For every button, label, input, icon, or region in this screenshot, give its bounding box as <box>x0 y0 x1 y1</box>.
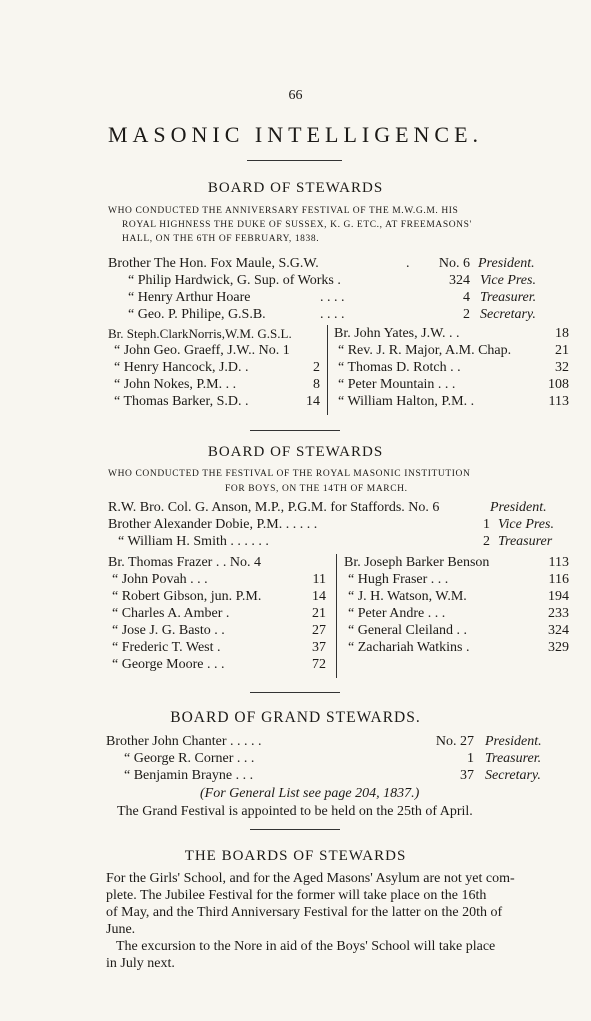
steward-name: “ Peter Mountain . . . <box>338 377 456 392</box>
steward-name: “ Jose J. G. Basto . . <box>112 623 225 638</box>
steward-name: Br. John Yates, J.W. . . <box>334 326 460 341</box>
officer-role: President. <box>490 500 547 515</box>
lodge-number: 2 <box>483 534 490 549</box>
officer-role: President. <box>485 734 542 749</box>
officer-name: “ Philip Hardwick, G. Sup. of Works . <box>128 273 341 288</box>
officer-name: “ Benjamin Brayne . . . <box>124 768 254 783</box>
steward-name: Br. Joseph Barker Benson <box>344 555 490 570</box>
steward-name: “ General Cleiland . . <box>348 623 467 638</box>
lodge-number: 113 <box>548 394 569 409</box>
section-subheading-line: HALL, ON THE 6TH OF FEBRUARY, 1838. <box>122 234 320 244</box>
section-subheading-line: ROYAL HIGHNESS THE DUKE OF SUSSEX, K. G. ETC., AT FREEMASONS' <box>122 220 472 230</box>
officer-name: Brother Alexander Dobie, P.M. . . . . . <box>108 517 318 532</box>
lodge-number: 27 <box>312 623 326 638</box>
leader-dots: . <box>406 256 410 271</box>
steward-name: “ John Geo. Graeff, J.W.. No. 1 <box>114 343 290 358</box>
steward-name: Br. Steph.ClarkNorris,W.M. G.S.L. <box>108 326 292 341</box>
steward-name: “ Henry Hancock, J.D. . <box>114 360 249 375</box>
lodge-number: 8 <box>313 377 320 392</box>
steward-name: “ Frederic T. West . <box>112 640 221 655</box>
paragraph-line: in July next. <box>106 956 175 971</box>
reference-note: (For General List see page 204, 1837.) <box>200 786 420 801</box>
lodge-number: 18 <box>555 326 569 341</box>
leader-dots: . . . . <box>320 307 345 322</box>
divider <box>250 430 340 431</box>
steward-name: “ William Halton, P.M. . <box>338 394 475 409</box>
officer-role: Vice Pres. <box>480 273 536 288</box>
steward-name: “ John Povah . . . <box>112 572 208 587</box>
page-title: MASONIC INTELLIGENCE. <box>107 122 484 147</box>
paragraph-line: The excursion to the Nore in aid of the Boys' School will take place <box>116 939 496 954</box>
lodge-number: 37 <box>312 640 326 655</box>
divider <box>250 692 340 693</box>
steward-name: “ Rev. J. R. Major, A.M. Chap. <box>338 343 512 358</box>
officer-name: “ George R. Corner . . . <box>124 751 255 766</box>
lodge-number: 324 <box>548 623 569 638</box>
officer-name: “ Henry Arthur Hoare <box>128 290 251 305</box>
steward-name: “ Thomas D. Rotch . . <box>338 360 461 375</box>
lodge-number: 2 <box>313 360 320 375</box>
steward-name: “ George Moore . . . <box>112 657 225 672</box>
lodge-number: No. 6 <box>438 256 470 271</box>
lodge-number: 11 <box>312 572 326 587</box>
lodge-number: 21 <box>555 343 569 358</box>
section-subheading-line: WHO CONDUCTED THE FESTIVAL OF THE ROYAL MASONIC INSTITUTION <box>108 469 471 479</box>
lodge-number: 233 <box>548 606 569 621</box>
steward-name: “ Hugh Fraser . . . <box>348 572 449 587</box>
lodge-number: 14 <box>312 589 326 604</box>
lodge-number: 4 <box>463 290 470 305</box>
paragraph-line: plete. The Jubilee Festival for the former will take place on the 16th <box>106 888 487 903</box>
page-number: 66 <box>288 88 303 103</box>
paragraph-line: June. <box>106 922 136 937</box>
lodge-number: No. 27 <box>435 734 474 749</box>
section-heading-1: BOARD OF STEWARDS <box>207 180 384 196</box>
steward-name: “ Charles A. Amber . <box>112 606 230 621</box>
steward-name: “ Zachariah Watkins . <box>348 640 470 655</box>
steward-name: “ J. H. Watson, W.M. <box>348 589 467 604</box>
lodge-number: 37 <box>460 768 474 783</box>
officer-role: Treasurer <box>498 534 553 549</box>
steward-name: Br. Thomas Frazer . . No. 4 <box>108 555 261 570</box>
paragraph-line: of May, and the Third Anniversary Festival for the latter on the 20th of <box>106 905 503 920</box>
section-heading-3: BOARD OF GRAND STEWARDS. <box>170 709 421 726</box>
divider <box>250 829 340 830</box>
festival-notice: The Grand Festival is appointed to be held on the 25th of April. <box>117 804 473 819</box>
lodge-number: 21 <box>312 606 326 621</box>
section-heading-4: THE BOARDS OF STEWARDS <box>184 848 407 864</box>
lodge-number: 108 <box>548 377 569 392</box>
lodge-number: 72 <box>312 657 326 672</box>
lodge-number: 1 <box>483 517 490 532</box>
steward-name: “ Robert Gibson, jun. P.M. <box>112 589 262 604</box>
officer-role: President. <box>478 256 535 271</box>
lodge-number: 329 <box>548 640 569 655</box>
lodge-number: 194 <box>548 589 569 604</box>
column-divider <box>336 554 337 678</box>
officer-role: Secretary. <box>485 768 541 783</box>
steward-name: “ John Nokes, P.M. . . <box>114 377 237 392</box>
section-subheading-line: FOR BOYS, ON THE 14TH OF MARCH. <box>225 484 408 494</box>
officer-name: “ Geo. P. Philipe, G.S.B. <box>128 307 266 322</box>
lodge-number: 14 <box>306 394 320 409</box>
section-heading-2: BOARD OF STEWARDS <box>207 444 384 460</box>
lodge-number: 113 <box>548 555 569 570</box>
officer-role: Secretary. <box>480 307 536 322</box>
lodge-number: 324 <box>449 273 470 288</box>
section-subheading-line: WHO CONDUCTED THE ANNIVERSARY FESTIVAL OF THE M.W.G.M. HIS <box>108 206 459 216</box>
leader-dots: . . . . <box>320 290 345 305</box>
officer-name: Brother John Chanter . . . . . <box>106 734 262 749</box>
paragraph-line: For the Girls' School, and for the Aged Masons' Asylum are not yet com- <box>106 871 515 886</box>
divider <box>247 160 342 161</box>
officer-role: Vice Pres. <box>498 517 554 532</box>
column-divider <box>327 325 328 415</box>
lodge-number: 116 <box>548 572 569 587</box>
steward-name: “ Peter Andre . . . <box>348 606 446 621</box>
officer-role: Treasurer. <box>485 751 542 766</box>
officer-name: Brother The Hon. Fox Maule, S.G.W. <box>108 256 319 271</box>
lodge-number: 2 <box>463 307 470 322</box>
officer-name: “ William H. Smith . . . . . . <box>118 534 269 549</box>
lodge-number: 1 <box>467 751 474 766</box>
officer-name: R.W. Bro. Col. G. Anson, M.P., P.G.M. for Staffords. No. 6 <box>108 500 440 515</box>
steward-name: “ Thomas Barker, S.D. . <box>114 394 249 409</box>
lodge-number: 32 <box>555 360 569 375</box>
officer-role: Treasurer. <box>480 290 537 305</box>
